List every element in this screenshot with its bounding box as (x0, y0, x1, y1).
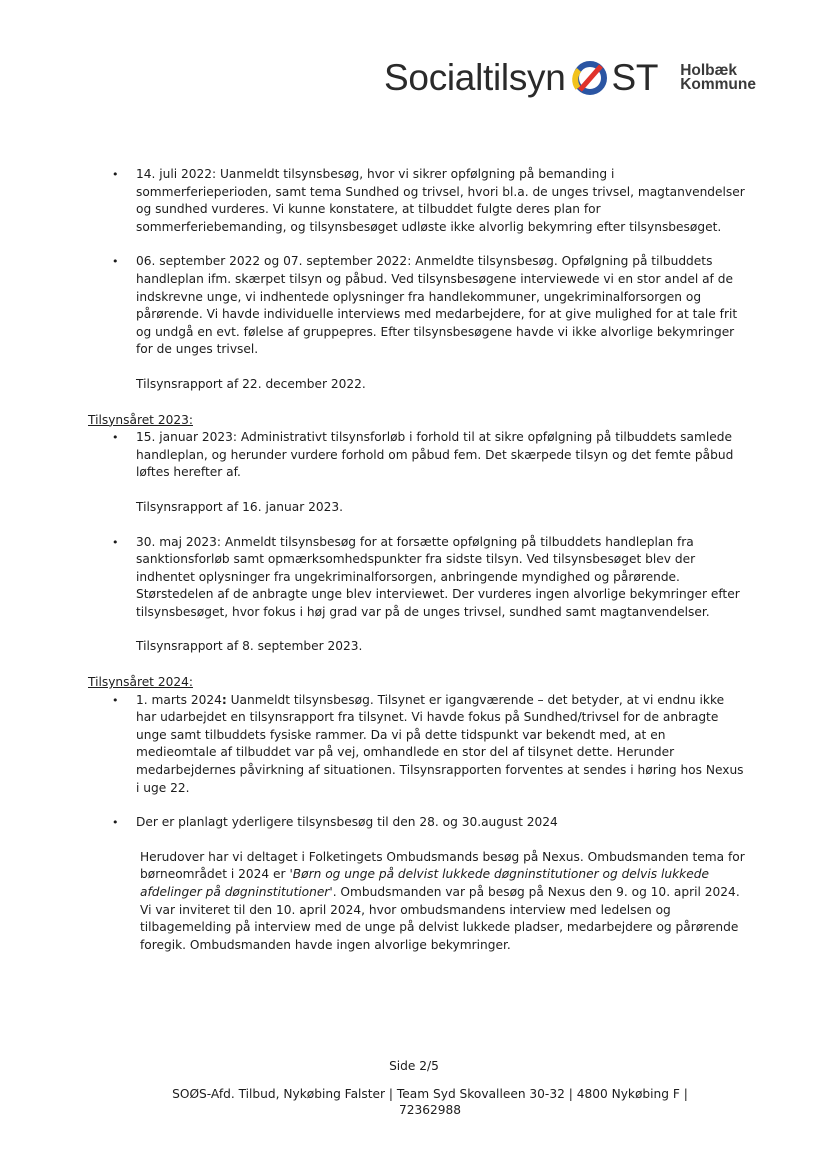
section-title-2023: Tilsynsåret 2023: (88, 412, 193, 427)
section-title-2024: Tilsynsåret 2024: (88, 675, 193, 690)
report-line: Tilsynsrapport af 22. december 2022. (136, 376, 366, 391)
item-text: Der er planlagt yderligere tilsynsbesøg til den 28. og 30.august 2024 (136, 815, 558, 830)
item-lead: 1. marts 2024 (136, 692, 222, 707)
socialtilsyn-logo (384, 58, 658, 98)
bullet-icon: • (112, 255, 119, 269)
item-text: 14. juli 2022: Uanmeldt tilsynsbesøg, hvor vi sikrer opfølgning på bemanding i sommerferieperioden, samt tema Sundhed og trivsel, hvori bl.a. de unges trivsel, magtanvendelser og sundhed vurderes. Vi kunne konstatere, at tilbuddet fulgte deres plan for sommerferiebemanding, og tilsynsbesøget udløste ikke alvorlig bekymring efter tilsynsbesøget. (136, 167, 745, 234)
brand-text-2: ST (611, 57, 659, 99)
bullet-icon: • (112, 431, 119, 445)
item-text: 30. maj 2023: Anmeldt tilsynsbesøg for at forsætte opfølgning på tilbuddets handleplan fra sanktionsforløb samt opmærksomhedspunkter fra sidste tilsyn. Ved tilsynsbesøget blev der indhentet oplysninger fra ungekriminalforsorgen, anbringende myndighed og pårørende. Størstedelen af de anbragte unge blev interviewet. Der vurderes ingen alvorlige bekymringer efter tilsynsbesøget, hvor fokus i høj grad var på de unges trivsel, sundhed samt magtanvendelser. (136, 534, 740, 619)
bullet-icon: • (112, 168, 119, 181)
report-line: Tilsynsrapport af 16. januar 2023. (136, 499, 343, 514)
para-text-b: . Ombudsmanden var på besøg på Nexus den 9. og 10. april 2024. Vi var inviteret til den 10. april 2024, hvor ombudsmandens interview med ledelsen og tilbagemelding på interview med de unge på delvist lukkede pladser, medarbejdere og pårørende foregik. Ombudsmanden havde ingen alvorlige bekymringer. (140, 885, 740, 952)
kommune-line-1: Holbæk (680, 62, 738, 79)
bullet-icon: • (112, 535, 119, 549)
list-item (88, 814, 748, 832)
list-item (88, 429, 748, 482)
item-text (136, 692, 748, 798)
brand-text-1: Socialtilsyn (384, 57, 566, 99)
footer-address: SOØS-Afd. Tilbud, Nykøbing Falster | Team Syd Skovalleen 30-32 | 4800 Nykøbing F | 72362988 (172, 1087, 688, 1117)
item-rest: Uanmeldt tilsynsbesøg. Tilsynet er igangværende – det betyder, at vi endnu ikke har udarbejdet en tilsynsrapport fra tilsynet. Vi havde fokus på Sundhed/trivsel for de anbragte unge samt tilbuddets fysiske rammer. Da vi på dette tidspunkt var bekendt med, at en medieomtale af tilbuddet var på vej, omhandlede en stor del af tilsynet dette. Herunder medarbejdernes påvirkning af situationen. Tilsynsrapporten forventes at sendes i høring hos Nexus i uge 22. (136, 692, 744, 795)
item-text: 06. september 2022 og 07. september 2022: Anmeldte tilsynsbesøg. Opfølgning på tilbuddets handleplan ifm. skærpet tilsyn og påbud. Ved tilsynsbesøgene interviewede vi en stor andel af de indskrevne unge, vi indhentede oplysninger fra handlekommuner, ungekriminalforsorgen og pårørende. Vi havde individuelle interviews med medarbejdere, for at give mulighed for at tale frit og undgå en evt. følelse af gruppepres. Efter tilsynsbesøgene havde vi ikke alvorlige bekymringer for de unges trivsel. (136, 254, 738, 357)
list-item (88, 253, 748, 359)
page-number: Side 2/5 (389, 1059, 439, 1073)
para-text-a: Herudover har vi deltaget i Folketingets Ombudsmands besøg på Nexus. Ombudsmanden tema for børneområdet i 2024 er (140, 849, 745, 882)
list-item (88, 166, 748, 236)
kommune-line-2: Kommune (680, 76, 756, 93)
ost-logo-icon (570, 58, 610, 98)
report-line: Tilsynsrapport af 8. september 2023. (136, 639, 363, 654)
document-body (88, 166, 748, 954)
page-header (384, 58, 756, 98)
item-colon: : (221, 692, 227, 707)
bullet-icon: • (112, 693, 119, 707)
list-item (88, 692, 748, 798)
item-text: 15. januar 2023: Administrativt tilsynsforløb i forhold til at sikre opfølgning på tilbuddets samlede handleplan, og herunder vurdere forhold om påbud fem. Det skærpede tilsyn og det femte påbud løftes herefter af. (136, 430, 734, 480)
holbaek-kommune-logo (680, 64, 756, 92)
bullet-icon: • (112, 816, 119, 830)
list-item (88, 534, 748, 622)
ombudsman-paragraph (88, 849, 748, 955)
para-italic: 'Børn og unge på delvist lukkede døgninstitutioner og delvis lukkede afdelinger på døgninstitutioner' (140, 867, 709, 899)
